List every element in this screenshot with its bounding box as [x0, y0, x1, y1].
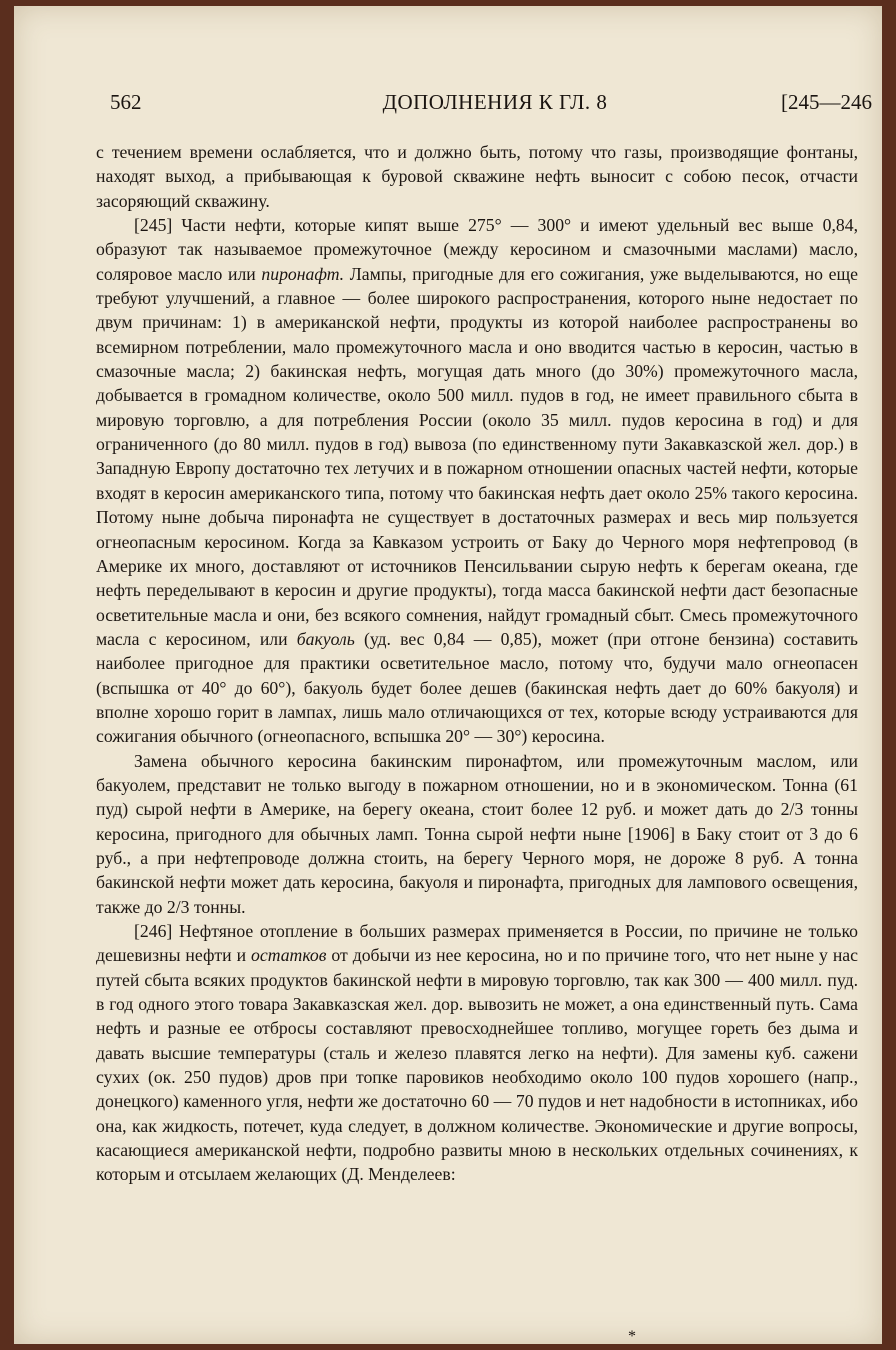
chapter-title: ДОПОЛНЕНИЯ К ГЛ. 8 [382, 90, 608, 114]
emphasis-term: бакуоль [296, 628, 355, 649]
emphasis-term: остатков [251, 945, 327, 966]
section-range: [245—246 [781, 90, 872, 114]
running-header [110, 90, 880, 120]
paragraph-text: [246] Нефтяное отопление в больших размерах применяется в России, по причине не только дешевизны нефти и [96, 921, 858, 966]
paragraph-text: Лампы, пригодные для его сожигания, уже выделываются, но еще требуют улучшений, а главное — более широкого распространения, которого ныне недостает по двум причинам: 1) в американской нефти, продукты из которой наиболее распространены во всемирном потреблении, мало промежуточного масла и оно вводится частью в керосин, частью в смазочные масла; 2) бакинская нефть, могущая дать много (до 30%) промежуточного масла, добывается в громадном количестве, около 500 милл. пудов в год, не имеет правильного сбыта в мировую торговлю, а для потребления России (около 35 милл. пудов керосина в год) и для ограниченного (до 80 милл. пудов в год) вывоза (по единственному пути Закавказской жел. дор.) в Западную Европу достаточно тех летучих и в пожарном отношении опасных частей нефти, которые входят в керосин американского типа, потому что бакинская нефть дает около 25% такого керосина. Потому ныне добыча пиронафта не существует в достаточных размерах и весь мир пользуется огнеопасным керосином. Когда за Кавказом устроить от Баку до Черного моря нефтепровод (в Америке их много, доставляют от источников Пенсильвании сырую нефть к берегам океана, где нефть переделывают в керосин и другие продукты), тогда масса бакинской нефти даст безопасные осветительные масла и они, без всякого сомнения, найдут громадный сбыт. Смесь промежуточного масла с керосином, или [96, 263, 858, 649]
page-text [96, 140, 858, 1187]
page-number: 562 [110, 90, 142, 114]
paragraph-text: [245] Части нефти, которые кипят выше 275° — 300° и имеют удельный вес выше 0,84, образуют так называемое промежуточное (между керосином и смазочными маслами) масло, соляровое масло или [96, 215, 858, 284]
emphasis-term: пиронафт. [261, 263, 345, 284]
signature-mark: * [628, 1328, 636, 1345]
paragraph-245 [96, 213, 858, 749]
paragraph-246 [96, 919, 858, 1187]
paragraph-continuation: с течением времени ослабляется, что и должно быть, потому что газы, производящие фонтаны, находят выход, а прибывающая к буровой скважине нефть выносит с собою песок, отчасти засоряющий скважину. [96, 142, 858, 211]
paragraph-text: (уд. вес 0,84 — 0,85), может (при отгоне бензина) составить наиболее пригодное для практики осветительное масло, потому что, будучи мало огнеопасен (вспышка от 40° до 60°), бакуоль будет более дешев (бакинская нефть дает до 60% бакуоля) и вполне хорошо горит в лампах, лишь мало отличающихся от тех, которые всюду устраиваются для сожигания обычного (огнеопасного, вспышка 20° — 30°) керосина. [96, 628, 859, 747]
paragraph-text: от добычи из нее керосина, но и по причине того, что нет ныне у нас путей сбыта всяких продуктов бакинской нефти в мировую торговлю, так как 300 — 400 милл. пуд. в год одного этого товара Закавказская жел. дор. вывозить не может, а она единственный путь. Сама нефть и разные ее отбросы составляют превосходнейшее топливо, могущее гореть без дыма и давать высшие температуры (сталь и железо плавятся легко на нефти). Для замены куб. сажени сухих (ок. 250 пудов) дров при топке паровиков необходимо около 100 пудов хорошего (напр., донецкого) каменного угля, нефти же достаточно 60 — 70 пудов и нет надобности в истопниках, ибо она, как жидкость, потечет, куда следует, в должном количестве. Экономические и другие вопросы, касающиеся американской нефти, подробно развиты мною в нескольких отдельных сочинениях, к которым и отсылаем желающих (Д. Менделеев: [96, 945, 858, 1185]
paragraph-kerosene-replacement: Замена обычного керосина бакинским пиронафтом, или промежуточным маслом, или бакуолем, представит не только выгоду в пожарном отношении, но и в экономическом. Тонна (61 пуд) сырой нефти в Америке, на берегу океана, стоит более 12 руб. и может дать до 2/3 тонны керосина, пригодного для обычных ламп. Тонна сырой нефти ныне [1906] в Баку стоит от 3 до 6 руб., а при нефтепроводе должна стоить, на берегу Черного моря, не дороже 8 руб. А тонна бакинской нефти может дать керосина, бакуоля и пиронафта, пригодных для лампового освещения, также до 2/3 тонны. [96, 750, 858, 917]
